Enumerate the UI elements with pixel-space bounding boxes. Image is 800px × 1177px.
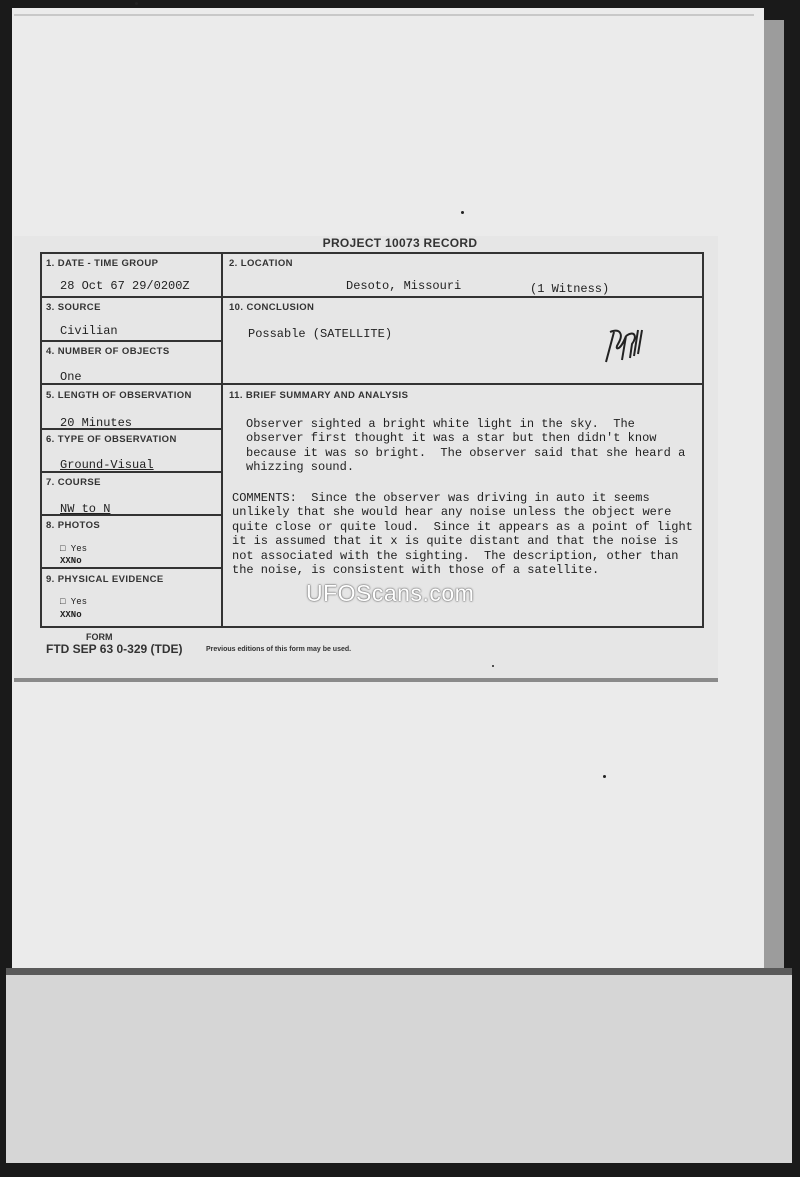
type-value: Ground-Visual <box>60 458 154 472</box>
summary-line: Observer sighted a bright white light in the sky. The <box>246 417 635 431</box>
location-value: Desoto, Missouri <box>346 279 462 293</box>
footer-form-label: FORM <box>86 632 113 642</box>
objects-label: 4. NUMBER OF OBJECTS <box>46 346 170 357</box>
grid-row-line <box>40 567 222 569</box>
course-label: 7. COURSE <box>46 477 101 488</box>
scan-speck <box>461 211 464 214</box>
next-page-strip <box>6 975 792 1163</box>
date-time-label: 1. DATE - TIME GROUP <box>46 258 159 269</box>
evidence-no-checkbox: XXNo <box>60 610 82 620</box>
photos-yes-checkbox: □ Yes <box>60 544 88 554</box>
comments-line: not associated with the sighting. The description, other than <box>232 549 679 563</box>
photos-label: 8. PHOTOS <box>46 520 101 531</box>
summary-line: because it was so bright. The observer said that she heard a <box>246 446 686 460</box>
source-label: 3. SOURCE <box>46 302 101 313</box>
comments-line: COMMENTS: Since the observer was driving in auto it seems <box>232 491 650 505</box>
footer-note: Previous editions of this form may be used. <box>206 646 352 653</box>
course-value: NW to N <box>60 502 111 516</box>
location-label: 2. LOCATION <box>229 258 293 269</box>
grid-row-line <box>40 340 222 342</box>
grid-row-line <box>40 383 704 385</box>
scan-speck <box>603 775 606 778</box>
comments-line: it is assumed that it x is quite distant and that the noise is <box>232 534 679 548</box>
handwritten-initials <box>600 322 656 366</box>
form-card-edge <box>14 678 718 682</box>
comments-line: quite close or quite loud. Since it appears as a point of light <box>232 520 693 534</box>
comments-line: the noise, is consistent with those of a satellite. <box>232 563 600 577</box>
evidence-label: 9. PHYSICAL EVIDENCE <box>46 574 164 585</box>
length-value: 20 Minutes <box>60 416 133 430</box>
source-value: Civilian <box>60 324 118 338</box>
conclusion-value: Possable (SATELLITE) <box>248 327 393 341</box>
photos-no-checkbox: XXNo <box>60 556 82 566</box>
conclusion-label: 10. CONCLUSION <box>229 302 315 313</box>
scan-line <box>14 14 754 16</box>
date-time-value: 28 Oct 67 29/0200Z <box>60 279 190 293</box>
type-label: 6. TYPE OF OBSERVATION <box>46 434 177 445</box>
grid-row-line <box>40 296 704 298</box>
objects-value: One <box>60 370 82 384</box>
form-title: PROJECT 10073 RECORD <box>322 236 478 250</box>
footer-form-number: FTD SEP 63 0-329 (TDE) <box>46 642 183 656</box>
summary-line: whizzing sound. <box>246 460 355 474</box>
comments-line: unlikely that she would hear any noise unless the object were <box>232 505 672 519</box>
grid-divider-vertical <box>221 252 223 628</box>
scan-speck <box>135 2 138 5</box>
witness-count: (1 Witness) <box>530 282 610 296</box>
evidence-yes-checkbox: □ Yes <box>60 597 88 607</box>
page-shadow <box>764 20 784 970</box>
summary-label: 11. BRIEF SUMMARY AND ANALYSIS <box>229 390 409 401</box>
summary-line: observer first thought it was a star but then didn't know <box>246 431 657 445</box>
watermark: UFOScans.com <box>306 580 475 606</box>
scan-speck <box>492 665 494 667</box>
length-label: 5. LENGTH OF OBSERVATION <box>46 390 192 401</box>
